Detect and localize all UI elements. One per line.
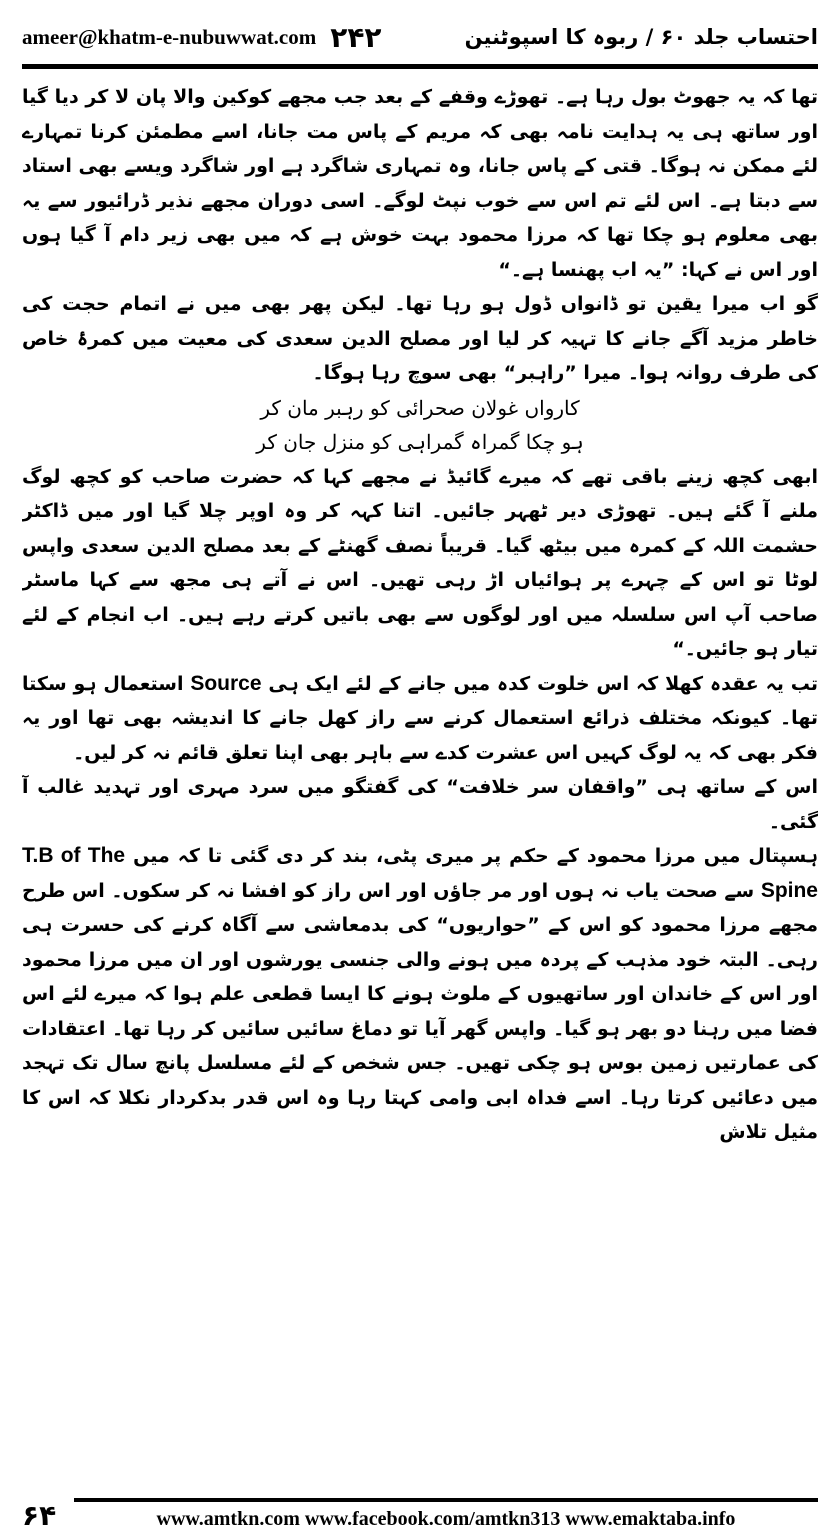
source-text-before: تب یہ عقدہ کھلا کہ اس خلوت کدہ میں جانے کے لئے ایک ہی xyxy=(268,672,818,695)
page-number-bottom: ۶۴ xyxy=(22,1499,57,1532)
source-latin-word: Source xyxy=(190,671,262,695)
footer-links-block xyxy=(74,1498,818,1534)
header-left xyxy=(22,21,382,54)
tb-latin-phrase: T.B of The Spine xyxy=(22,844,818,902)
page-footer xyxy=(22,1494,818,1534)
paragraph-tb xyxy=(22,839,818,1150)
paragraph: ابھی کچھ زینے باقی تھے کہ میرے گائیڈ نے مجھے کہا کہ حضرت صاحب کو کچھ لوگ ملنے آ گئے ہیں۔ تھوڑی دیر ٹھہر جائیں۔ اتنا کہہ کر وہ اوپر چلا گیا اور میں ڈاکٹر حشمت اللہ کے کمرہ میں بیٹھ گیا۔ قریباً نصف گھنٹے کے بعد مصلح الدین سعدی واپس لوٹا تو اس کے چہرے پر ہوائیاں اڑ رہی تھیں۔ اس نے آتے ہی مجھ سے کہا ماسٹر صاحب آپ اس سلسلہ میں اور لوگوں سے بھی باتیں کرتے رہے ہیں۔ اب انجام کے لئے تیار ہو جائیں۔“ xyxy=(22,465,818,660)
source-text-after: استعمال ہو سکتا تھا۔ کیونکہ مختلف ذرائع استعمال کرنے سے راز کھل جانے کا اندیشہ بھی تھا اور یہ فکر بھی کہ یہ لوگ کہیں اس عشرت کدے سے باہر بھی اپنا تعلق قائم نہ کر لیں۔ xyxy=(22,672,818,764)
email-address: ameer@khatm-e-nubuwwat.com xyxy=(22,24,317,49)
footer-rule xyxy=(74,1498,818,1502)
page-header xyxy=(22,12,818,62)
header-rule xyxy=(22,64,818,69)
tb-text-after: سے صحت یاب نہ ہوں اور مر جاؤں اور اس راز کو افشا نہ کر سکوں۔ اس طرح مجھے مرزا محمود کو اس کے ”حواریوں“ کی بدمعاشی سے آگاہ کرنے کی حسرت ہی رہی۔ البتہ خود مذہب کے پردہ میں ہونے والی جنسی یورشوں اور ان میں مرزا محمود اور اس کے خاندان اور ساتھیوں کے ملوث ہونے کا ایسا قطعی علم ہوا کہ میرے لئے اس فضا میں رہنا دو بھر ہو گیا۔ واپس گھر آیا تو دماغ سائیں سائیں کر رہا تھا۔ اعتقادات کی عمارتیں زمین بوس ہو چکی تھیں۔ جس شخص کے لئے مسلسل پانچ سال تک تہجد میں دعائیں کرتا رہا۔ اسے فداہ ابی وامی کہتا رہا وہ اس قدر بدکردار نکلا کہ اس کا مثیل تلاش xyxy=(22,879,818,1143)
paragraph-source xyxy=(22,667,818,771)
verse-line: ہو چکا گمراہ گمراہی کو منزل جان کر xyxy=(256,430,584,454)
tb-text-before: ہسپتال میں مرزا محمود کے حکم پر میری پٹی، بند کر دی گئی تا کہ میں xyxy=(133,845,818,867)
paragraph: اس کے ساتھ ہی ”واقفان سر خلافت“ کی گفتگو میں سرد مہری اور تہدید غالب آ گئی۔ xyxy=(22,776,818,833)
page-number-top: ۲۴۲ xyxy=(330,20,382,54)
book-title: احتساب جلد ۶۰ / ربوہ کا اسپوٹنین xyxy=(464,25,818,49)
page-body xyxy=(22,80,818,1480)
footer-links: www.amtkn.com www.facebook.com/amtkn313 www.emaktaba.info xyxy=(156,1508,736,1530)
paragraph: گو اب میرا یقین تو ڈانواں ڈول ہو رہا تھا۔ لیکن پھر بھی میں نے اتمام حجت کی خاطر مزید آگے جانے کا تہیہ کر لیا اور مصلح الدین سعدی کی معیت میں کمرۂ خاص کی طرف روانہ ہوا۔ میرا ”راہبر“ بھی سوچ رہا ہوگا۔ xyxy=(22,293,818,384)
verse-line: کارواں غولان صحرائی کو رہبر مان کر xyxy=(260,395,580,420)
paragraph: تھا کہ یہ جھوٹ بول رہا ہے۔ تھوڑے وقفے کے بعد جب مجھے کوکین والا پان لا کر دیا گیا اور ساتھ ہی یہ ہدایت نامہ بھی کہ مریم کے پاس مت جانا، اسے مطمئن کرنا تمہارے لئے ممکن نہ ہوگا۔ قتی کے پاس جانا، وہ تمہاری شاگرد ہے اور شاگرد ویسے بھی استاد سے دبتا ہے۔ اس لئے تم اس سے خوب نپٹ لوگے۔ اسی دوران مجھے نذیر ڈرائیور سے یہ بھی معلوم ہو چکا تھا کہ مرزا محمود بہت خوش ہے کہ میں بھی زیر دام آ گیا ہوں اور اس نے کہا: ”یہ اب پھنسا ہے۔“ xyxy=(22,86,818,281)
